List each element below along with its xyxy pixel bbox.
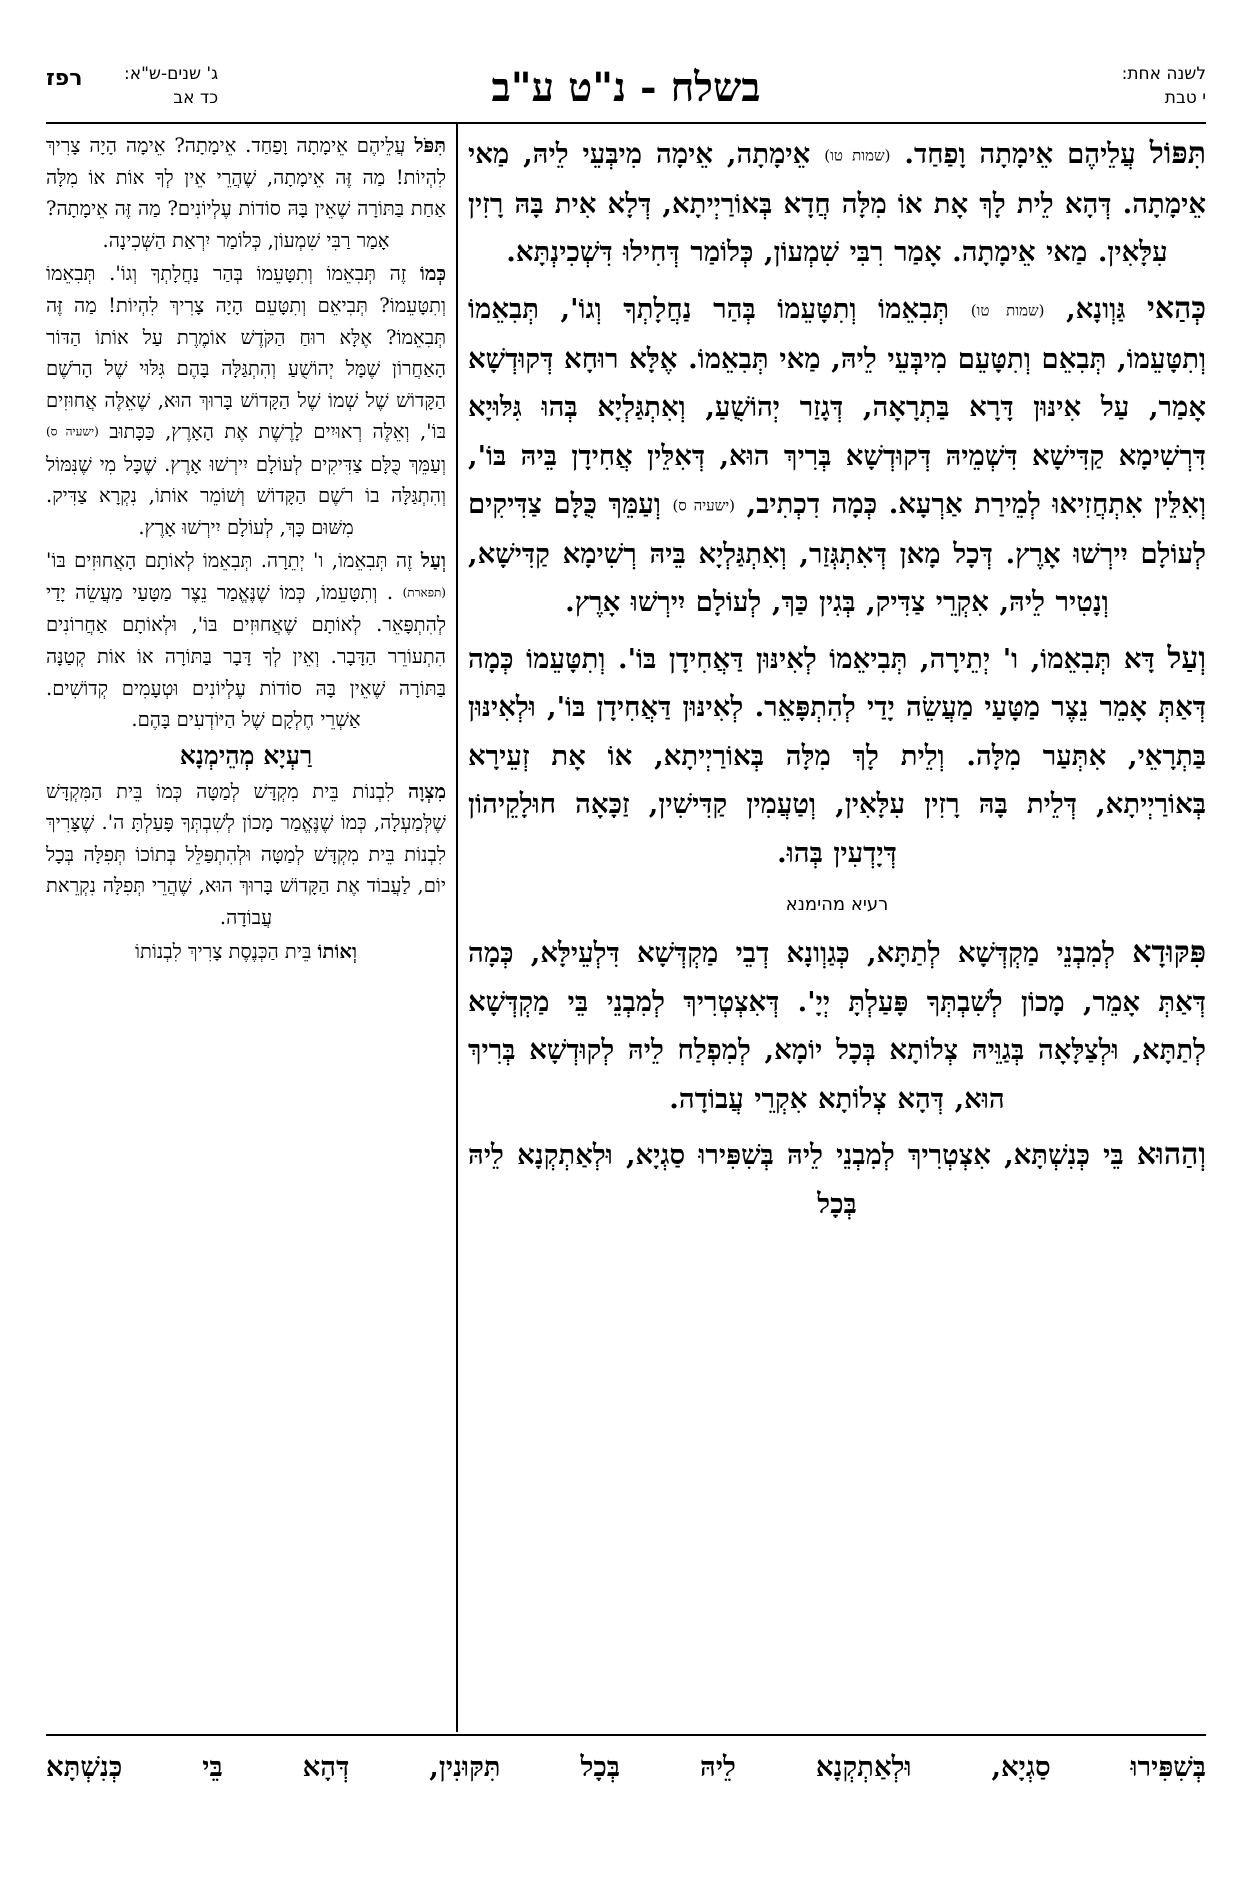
opening-word: וְאוֹתוֹ bbox=[317, 939, 357, 963]
page-header bbox=[46, 60, 1206, 124]
opening-word: מִצְוָה bbox=[408, 779, 446, 803]
translation-paragraph bbox=[46, 258, 446, 543]
paragraph-text: בֵּי כְּנִשְׁתָּא, אִצְטְרִיךְ לְמִבְנֵי לֵיהּ בְּשִׁפִּירוּ סַגְיָא, וּלְאַתְקְנָא לֵיהּ בְּכָל bbox=[468, 1139, 1124, 1220]
main-paragraph bbox=[468, 635, 1206, 878]
paragraph-text: . וְתִטָּעֵמוֹ, כְּמוֹ שֶׁנֶּאֱמַר נֵצֶר מַטָּעַי מַעֲשֵׂה יָדַי לְהִתְפָּאֵר. לְאוֹתָם שֶׁאֲחוּזִים בּוֹ', וּלְאוֹתָם אַחֲרוֹנִים הִתְעוֹרֵר הַדָּבָר. וְאֵין לְךָ דָּבָר בַּתּוֹרָה אוֹ אוֹת קְטַנָּה בַּתּוֹרָה שֶׁאֵין בָּהּ סוֹדוֹת עֶלְיוֹנִים וּטְעָמִים קְדוֹשִׁים. אַשְׁרֵי חֶלְקָם שֶׁל הַיּוֹדְעִים בָּהֶם. bbox=[46, 581, 446, 732]
paragraph-text: לְמִבְנֵי מַקְדְּשָׁא לְתַתָּא, כְּגַוְונָא דְבֵי מַקְדְּשָׁא דִּלְעֵילָּא, כְּמָה דְּאַתְּ אָמֵר, מָכוֹן לְשִׁבְתְּךָ פָּעַלְתָּ יְיָ'. דְּאִצְטְרִיךְ לְמִבְנֵי בֵּי מַקְדְּשָׁא לְתַתָּא, וּלְצַלָּאָה בְּגַוֵּיהּ צְלוֹתָא בְּכָל יוֹמָא, לְמִפְלַח לֵיהּ לְקוּדְשָׁא בְּרִיךְ הוּא, דְּהָא צְלוֹתָא אִקְרֵי עֲבוֹדָה. bbox=[468, 937, 1206, 1115]
section-heading-raya-mehemna: רעיא מהימנא bbox=[785, 894, 889, 916]
paragraph-text: אֵימָתָה, אֵימָה מִיבְּעֵי לֵיהּ, מַאי אֵימָתָה. דְּהָא לֵית לָךְ אָת אוֹ מִלָּה חֲדָא בְּאוֹרַיְיתָא, דְּלָא אִית בָּהּ רָזִין עִלָּאִין. מַאי אֵימָתָה. אָמַר רִבִּי שִׁמְעוֹן, כְּלוֹמַר דְּחִילוּ דִּשְׁכִינְתָּא. bbox=[468, 138, 1206, 269]
verse-reference: (שמות טו) bbox=[970, 301, 1045, 319]
translation-paragraph bbox=[46, 936, 446, 968]
opening-word: וְהַהוּא bbox=[1136, 1137, 1206, 1173]
opening-word: וְעַל bbox=[1167, 640, 1206, 676]
paragraph-text: גַּוְונָא, bbox=[1066, 292, 1126, 325]
main-paragraph bbox=[468, 929, 1206, 1123]
translation-column bbox=[46, 130, 446, 1730]
page-number: רפז bbox=[46, 66, 83, 91]
paragraph-text: עֲלֵיהֶם אֵימָתָה וָפַחַד. אֵימָתָה? אֵימָה הָיָה צָרִיךְ לִהְיוֹת! מַה זֶּה אֵימָתָה, שֶׁהֲרֵי אֵין לְךָ אוֹת אוֹ מִלָּה אַחַת בַּתּוֹרָה שֶׁאֵין בָּהּ סוֹדוֹת עֶלְיוֹנִים? מַה זֶּה אֵימָתָה? אָמַר רַבִּי שִׁמְעוֹן, כְּלוֹמַר יִרְאַת הַשְּׁכִינָה. bbox=[46, 134, 446, 252]
paragraph-text: בֵּית הַכְּנֶסֶת צָרִיךְ לִבְנוֹתוֹ bbox=[135, 939, 312, 963]
opening-word: פִּקּוּדָא bbox=[1132, 935, 1206, 971]
header-three-year-label: ג' שנים-ש"א: bbox=[124, 64, 219, 84]
paragraph-text: זֶה תְּבִאֵמוֹ וְתִטָּעֵמוֹ בְּהַר נַחֲלָתְךָ וְגוֹ'. תְּבִאֵמוֹ וְתִטָּעֵמוֹ? תְּבִיאֵם וְתִטָּעֵם הָיָה צָרִיךְ לִהְיוֹת! מַה זֶּה תְּבִאֵמוֹ? אֶלָּא רוּחַ הַקֹּדֶשׁ אוֹמֶרֶת עַל אוֹתוֹ הַדּוֹר הָאַחֲרוֹן שֶׁמָּל יְהוֹשֻׁעַ וְהִתְגַּלָּה בָּהֶם גִּלּוּי שֶׁל הָרֹשֶׁם הַקָּדוֹשׁ שֶׁל שְׁמוֹ שֶׁל הַקָּדוֹשׁ בָּרוּךְ הוּא, שֶׁאֵלֶּה אֲחוּזִים בּוֹ', וְאֵלֶּה רְאוּיִים לָרֶשֶׁת אֶת הָאָרֶץ, כַּכָּתוּב bbox=[46, 262, 446, 444]
header-one-year-label: לשנה אחת: bbox=[1121, 64, 1206, 84]
verse-reference: (שמות טו) bbox=[824, 146, 891, 165]
continuation-line: בְּשִׁפִּירוּ סַגְיָא, וּלְאַתְקְנָא לֵיהּ בְּכָל תִּקּוּנִין, דְּהָא בֵּי כְּנִשְׁתָּא bbox=[46, 1751, 1206, 1783]
paragraph-text: עֲלֵיהֶם אֵימָתָה וָפַחַד. bbox=[904, 138, 1136, 170]
section-heading-raya-mehemna: רַעְיָא מְהֵימְנָא bbox=[179, 740, 313, 770]
main-text-column bbox=[468, 130, 1206, 1730]
header-divider bbox=[46, 122, 1206, 124]
paragraph-text: זֶה תְּבִאֵמוֹ, ו' יְתֵרָה. תְּבִאֵמוֹ לְאוֹתָם הָאֲחוּזִים בּוֹ' bbox=[46, 549, 413, 573]
main-paragraph bbox=[468, 285, 1206, 627]
main-paragraph bbox=[468, 1131, 1206, 1228]
opening-word: תִּפֹּל bbox=[414, 134, 446, 157]
translation-paragraph bbox=[46, 545, 446, 735]
header-three-year-date: כד אב bbox=[173, 88, 219, 108]
page-title: בשלח - נ"ט ע"ב bbox=[491, 64, 761, 111]
paragraph-text: דָּא תְּבִאֵמוֹ, ו' יְתֵירָה, תְּבִיאֵמוֹ לְאִינּוּן דַּאֲחִידָן בּוֹ'. וְתִטָּעֵמוֹ כְּמָה דְּאַתְּ אָמֵר נֵצֶר מַטָּעַי מַעֲשֵׂה יָדַי לְהִתְפָּאֵר. לְאִינּוּן דַּאֲחִידָן בּוֹ', וּלְאִינּוּן בַּתְרָאֵי, אִתְּעַר מִלָּה. וְלֵית לָךְ מִלָּה בְּאוֹרַיְיתָא, אוֹ אָת זְעֵירָא בְּאוֹרַיְיתָא, דְּלֵית בָּהּ רָזִין עִלָּאִין, וְטַעֲמִין קַדִּישִׁין, זַכָּאָה חוּלָקֵיהוֹן דְּיָדְעִין בְּהוּ. bbox=[468, 642, 1206, 869]
main-paragraph bbox=[468, 130, 1206, 277]
opening-word: תִּפּוֹל bbox=[1149, 136, 1206, 171]
bottom-divider bbox=[46, 1734, 1206, 1736]
paragraph-text: תְּבִאֵמוֹ וְתִטָּעֵמוֹ בְּהַר נַחֲלָתְךָ וְגוֹ', תְּבִאֵמוֹ וְתִטָּעֵמוֹ, תְּבִאֵם וְתִטָּעֵם מִיבְּעֵי לֵיהּ, מַאי תְּבִאֵמוֹ. אֶלָּא רוּחָא דְּקוּדְשָׁא אָמַר, עַל אִינּוּן דָּרָא בַּתְרָאָה, דְּגָזַר יְהוֹשֻׁעַ, וְאִתְגַּלְיָא בְּהוּ גִּלּוּיָא דִּרְשִׁימָא קַדִּישָׁא דִּשְׁמֵיהּ דְּקוּדְשָׁא בְּרִיךְ הוּא, דְּאִלֵּין אֲחִידָן בֵּיהּ בּוֹ', וְאִלֵּין אִתְחֲזִיאוּ לְמֵירַת אַרְעָא. כְּמָה דִכְתִיב, bbox=[468, 292, 1206, 520]
paragraph-text: לִבְנוֹת בֵּית מִקְדָּשׁ לְמַטָּה כְּמוֹ בֵּית הַמִּקְדָּשׁ שֶׁלְּמַעְלָה, כְּמוֹ שֶׁנֶּאֱמַר מָכוֹן לְשִׁבְתְּךָ פָּעַלְתָּ ה'. שֶׁצָּרִיךְ לִבְנוֹת בֵּית מִקְדָּשׁ לְמַטָּה וּלְהִתְפַּלֵּל בְּתוֹכוֹ תְּפִלָּה בְּכָל יוֹם, לַעֲבוֹד אֶת הַקָּדוֹשׁ בָּרוּךְ הוּא, שֶׁהֲרֵי תְּפִלָּה נִקְרֵאת עֲבוֹדָה. bbox=[46, 779, 446, 930]
verse-reference: (תפארת) bbox=[402, 585, 446, 600]
header-one-year-date: י טבת bbox=[1164, 88, 1206, 108]
paragraph-text: וְעַמֵּךְ כֻּלָּם צַדִּיקִים לְעוֹלָם יִירְשׁוּ אָרֶץ. דְּכָל מָאן דְּאִתְגְּזַר, וְאִתְגַּלְיָא בֵּיהּ רְשִׁימָא קַדִּישָׁא, וְנָטִיר לֵיהּ, אִקְרֵי צַדִּיק, בְּגִין כַּךְ, לְעוֹלָם יִירְשׁוּ אָרֶץ. bbox=[468, 488, 1206, 619]
header-one-year-schedule bbox=[1122, 62, 1206, 110]
opening-word: כְּמוֹ bbox=[419, 262, 446, 286]
header-three-year-schedule bbox=[124, 62, 218, 110]
translation-paragraph bbox=[46, 776, 446, 934]
verse-reference: (ישעיה ס) bbox=[46, 425, 99, 440]
column-divider bbox=[456, 124, 458, 1732]
paragraph-text: וְעַמֵּךְ כֻּלָּם צַדִּיקִים לְעוֹלָם יִירְשׁוּ אָרֶץ. שֶׁכָּל מִי שֶׁנִּמּוֹל וְהִתְגַּלָּה בוֹ רֹשֶׁם הַקָּדוֹשׁ וְשׁוֹמֵר אוֹתוֹ, נִקְרָא צַדִּיק. מִשּׁוּם כָּךְ, לְעוֹלָם יִירְשׁוּ אָרֶץ. bbox=[46, 452, 446, 539]
opening-word: כְּהַאי bbox=[1146, 290, 1206, 326]
verse-reference: (ישעיה ס) bbox=[672, 496, 736, 515]
translation-paragraph bbox=[46, 130, 446, 256]
opening-word: וְעַל bbox=[420, 549, 446, 573]
